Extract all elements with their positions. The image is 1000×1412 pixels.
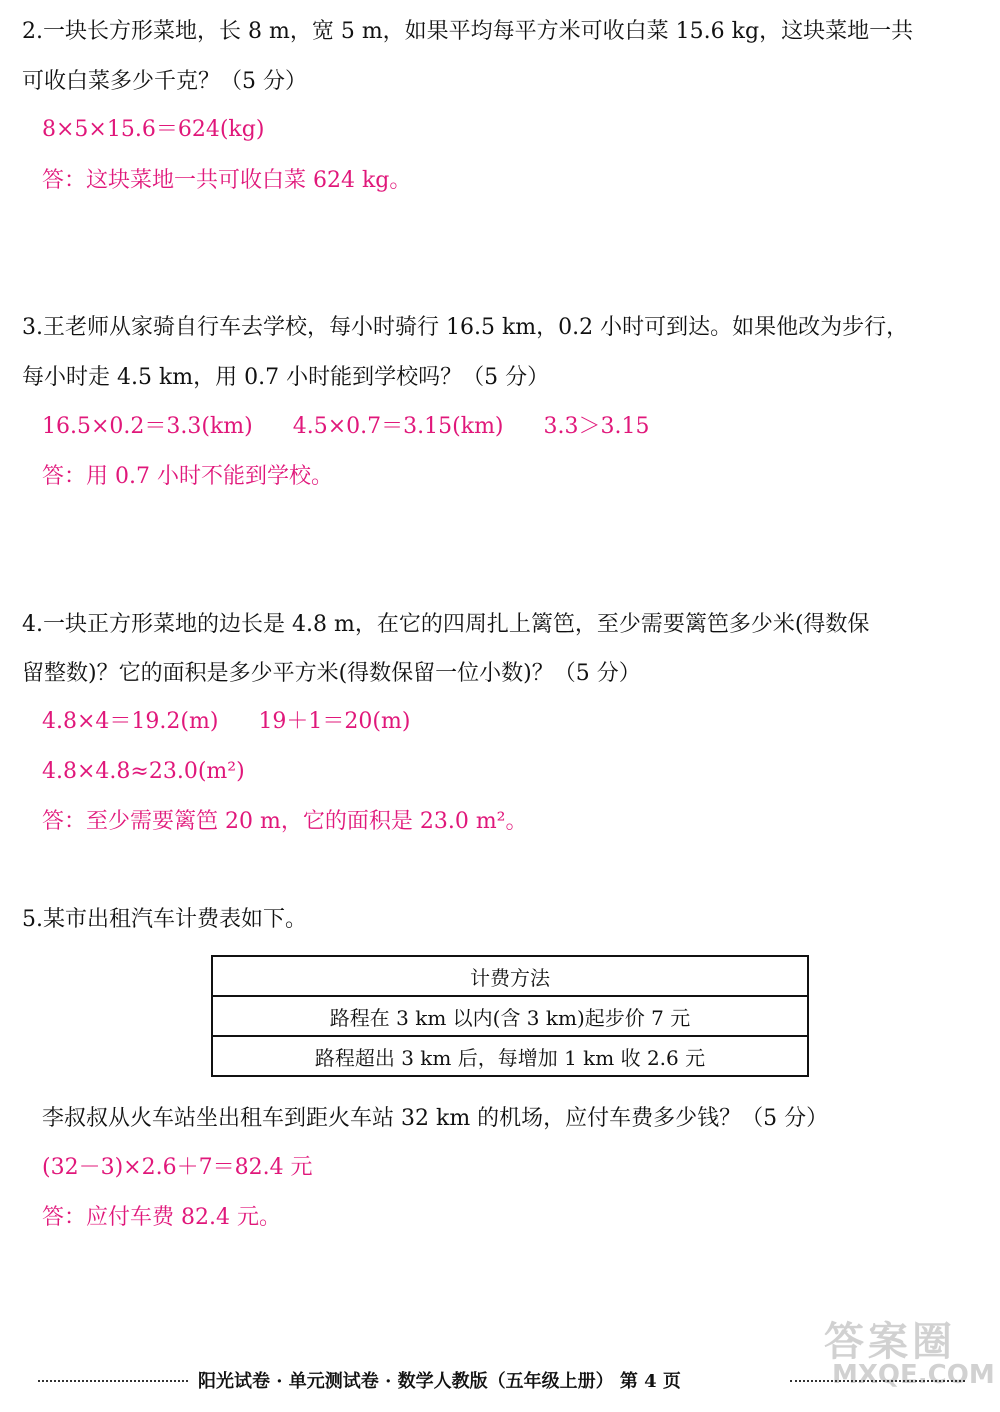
fare-table-row: [212, 996, 808, 1036]
fare-table-header-row: [212, 956, 808, 996]
page-footer: [0, 1364, 1000, 1394]
q2-line-2: 可收白菜多少千克？（5 分）: [22, 69, 307, 94]
q4-calc-1: 4.8×4＝19.2(m): [42, 709, 219, 734]
fare-table: [211, 955, 809, 1077]
q4-answer: 答：至少需要篱笆 20 m，它的面积是 23.0 m²。: [42, 809, 528, 834]
watermark-text-cn: 答案圈: [824, 1319, 956, 1365]
footer-divider-right: [790, 1380, 965, 1382]
watermark-text-en: MXQE.COM: [832, 1360, 995, 1390]
footer-text: 阳光试卷 · 单元测试卷 · 数学人教版（五年级上册） 第 4 页: [198, 1371, 681, 1392]
q3-calculations: [42, 412, 650, 442]
q2-line-1: 2.一块长方形菜地，长 8 m，宽 5 m，如果平均每平方米可收白菜 15.6 kg，这块菜地一共: [22, 19, 914, 44]
q4-calc-3: 4.8×4.8≈23.0(m²): [42, 759, 245, 784]
q2-answer: 答：这块菜地一共可收白菜 624 kg。: [42, 168, 412, 193]
fare-table-header: 计费方法: [212, 956, 808, 996]
q3-line-1: 3.王老师从家骑自行车去学校，每小时骑行 16.5 km，0.2 小时可到达。如果他改为步行，: [22, 315, 909, 340]
q3-calc-1: 16.5×0.2＝3.3(km): [42, 414, 253, 439]
fare-table-cell-1: 路程在 3 km 以内(含 3 km)起步价 7 元: [212, 996, 808, 1036]
q3-line-2: 每小时走 4.5 km，用 0.7 小时能到学校吗？（5 分）: [22, 365, 550, 390]
q5-line-2: 李叔叔从火车站坐出租车到距火车站 32 km 的机场，应付车费多少钱？（5 分）: [42, 1106, 829, 1131]
q5-answer: 答：应付车费 82.4 元。: [42, 1205, 281, 1230]
fare-table-cell-2: 路程超出 3 km 后，每增加 1 km 收 2.6 元: [212, 1036, 808, 1076]
q2-calculation: 8×5×15.6＝624(kg): [42, 117, 265, 142]
q5-line-1: 5.某市出租汽车计费表如下。: [22, 907, 307, 932]
q4-line-1: 4.一块正方形菜地的边长是 4.8 m，在它的四周扎上篱笆，至少需要篱笆多少米(得数保: [22, 612, 870, 637]
q3-answer: 答：用 0.7 小时不能到学校。: [42, 464, 333, 489]
fare-table-row: [212, 1036, 808, 1076]
footer-divider-left: [38, 1380, 188, 1382]
q4-line-2: 留整数)？它的面积是多少平方米(得数保留一位小数)？（5 分）: [22, 661, 641, 686]
q3-calc-3: 3.3＞3.15: [543, 414, 650, 439]
q4-calculations: [42, 707, 410, 737]
q3-calc-2: 4.5×0.7＝3.15(km): [292, 414, 504, 439]
q5-calculation: (32－3)×2.6＋7＝82.4 元: [42, 1155, 313, 1180]
q4-calc-2: 19＋1＝20(m): [258, 709, 411, 734]
